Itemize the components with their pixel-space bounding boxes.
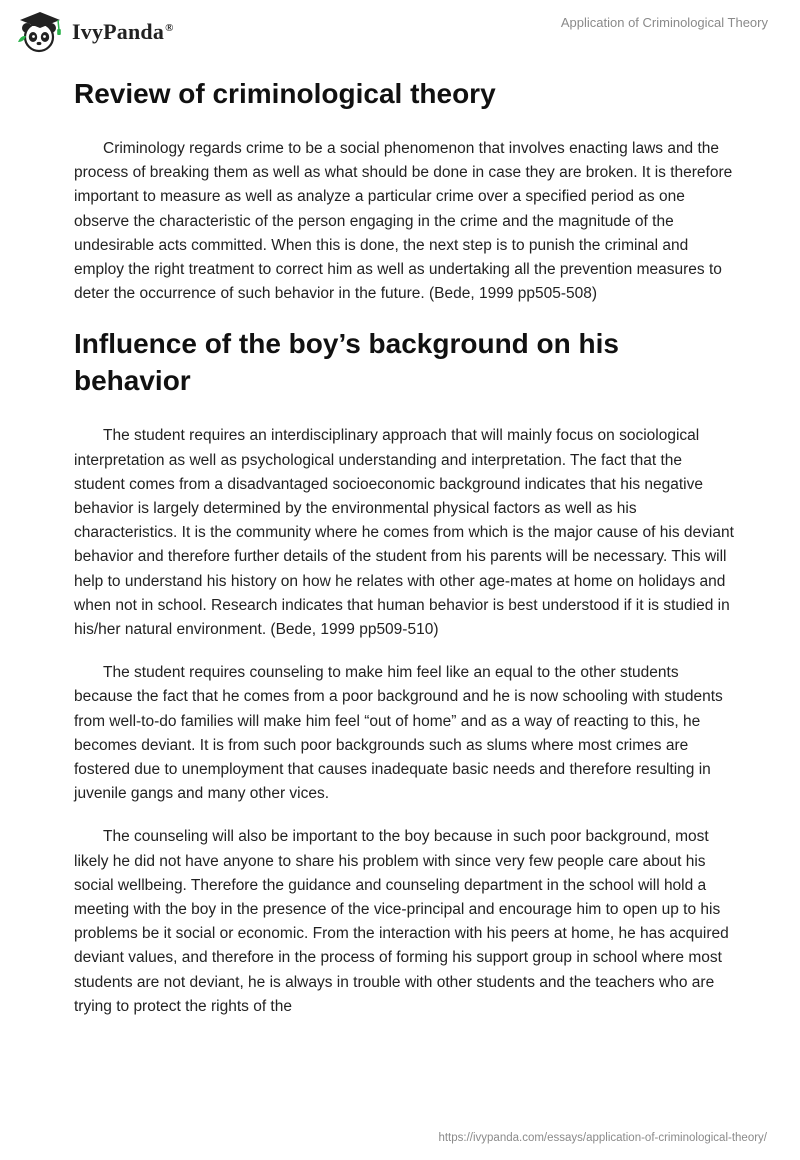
running-title: Application of Criminological Theory: [560, 15, 768, 30]
essay-content: [74, 72, 734, 1019]
footer-url-link[interactable]: https://ivypanda.com/essays/application-of-criminological-theory/: [438, 1132, 767, 1144]
registered-mark: ®: [165, 21, 174, 34]
paragraph: The student requires counseling to make him feel like an equal to the other students because the fact that he comes from a poor background and he is now schooling with students from well-to-do families will make him feel “out of home” and as a way of reacting to this, he becomes deviant. It is from such poor backgrounds such as slums where most crimes are fostered due to unemployment that causes inadequate basic needs and therefore resulting in juvenile gangs and many other vices.: [74, 664, 723, 803]
panda-graduation-cap-icon: [14, 10, 66, 54]
brand-name: IvyPanda®: [72, 19, 174, 44]
section-heading-review: Review of criminological theory: [74, 78, 496, 109]
paragraph: The counseling will also be important to the boy because in such poor background, most likely he did not have anyone to share his problem with since very few people care about his social wellbeing. Therefore the guidance and counseling department in the school will hold a meeting with the boy in the presence of the vice-principal and encourage him to open up to his problems be it social or economic. From the interaction with his peers at home, he has acquired deviant values, and therefore in the process of forming his support group in school where most students are not deviant, he is always in trouble with other students and the teachers who are trying to protect the rights of the: [74, 828, 729, 1015]
page-header: [0, 0, 800, 64]
paragraph: The student requires an interdisciplinary approach that will mainly focus on sociological interpretation as well as psychological understanding and interpretation. The fact that the student comes from a disadvantaged socioeconomic background indicates that his negative behavior is largely determined by the environmental physical factors as well as his characteristics. It is the community where he comes from which is the major cause of his deviant behavior and therefore further details of the student from his parents will be necessary. This will help to understand his history on how he relates with other age-mates at home on holidays and when not in school. Research indicates that human behavior is best understood if it is studied in his/her natural environment. (Bede, 1999 pp509-510): [74, 427, 734, 639]
paragraph: Criminology regards crime to be a social phenomenon that involves enacting laws and the process of breaking them as well as what should be done in case they are broken. It is therefore important to measure as well as analyze a particular crime over a specified period as one observe the characteristic of the person engaging in the crime and the magnitude of the undesirable acts committed. When this is done, the next step is to punish the criminal and employ the right treatment to correct him as well as undertaking all the prevention measures to deter the occurrence of such behavior in the future. (Bede, 1999 pp505-508): [74, 140, 733, 303]
section-heading-influence: Influence of the boy’s background on his behavior: [74, 328, 620, 397]
ivypanda-logo[interactable]: [14, 10, 174, 54]
